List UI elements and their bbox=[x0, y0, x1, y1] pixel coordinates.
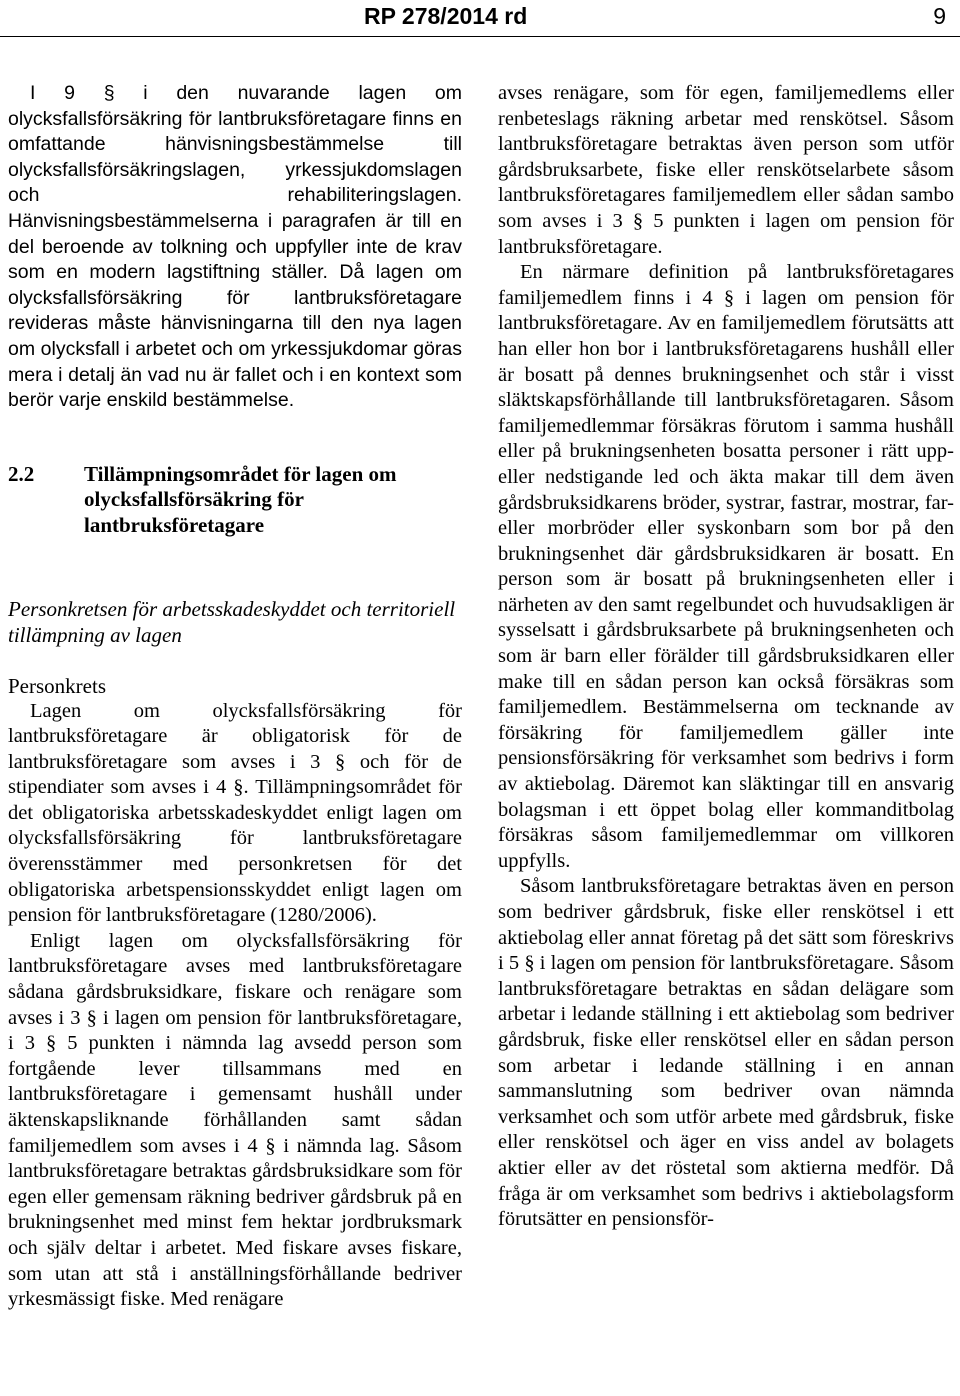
left-column bbox=[8, 81, 462, 1313]
section-number: 2.2 bbox=[8, 461, 35, 486]
subheading-italic: Personkretsen för arbetsskadeskyddet och territoriell tillämpning av lagen bbox=[8, 596, 456, 647]
page-number: 9 bbox=[933, 3, 946, 29]
document-reference: RP 278/2014 rd bbox=[364, 3, 528, 29]
header-rule bbox=[0, 36, 960, 37]
body-paragraph: avses renägare, som för egen, familjemedlems eller renbeteslags räkning arbetar med renskötsel. Såsom lantbruksföretagare betraktas även person som utför gårdsbruksarbete, fiske eller renskötselarbete såsom lantbruksföretagares familjemedlem eller sådan sambo som avses i 3 § 5 punkten i lagen om pension för lantbruksföretagare. bbox=[498, 82, 954, 258]
body-paragraph: Såsom lantbruksföretagare betraktas även en person som bedriver gårdsbruk, fiske eller renskötsel i ett aktiebolag eller annat företag på det sätt som föreskrivs i 5 § i lagen om pension för lantbruksföretagare. Såsom lantbruksföretagare betraktas en sådan delägare som arbetar i ledande ställning i ett aktiebolag som bedriver gårdsbruk, fiske eller renskötsel eller en sådan person som arbetar i ledande ställning i en annan sammanslutning som bedriver ovan nämnda verksamhet och som utför arbete med gårdsbruk, fiske eller renskötsel och äger en viss andel av bolagets aktier eller av det röstetal som aktierna medför. Då fråga är om verksamhet som bedrivs i aktiebolagsform förutsätter en pensionsför- bbox=[498, 875, 954, 1231]
right-column bbox=[498, 81, 954, 1233]
section-heading bbox=[8, 462, 462, 539]
body-paragraph: Lagen om olycksfallsförsäkring för lantbruksföretagare är obligatorisk för de lantbruksföretagare som avses i 3 § och för de stipendiater som avses i 4 §. Tillämpningsområdet för det obligatoriska arbetsskadeskyddet enligt lagen om olycksfallsförsäkring för lantbruksföretagare överensstämmer med personkretsen för det obligatoriska arbetspensionsskyddet enligt lagen om pension för lantbruksföretagare (1280/2006). bbox=[8, 699, 462, 927]
subheading-plain: Personkrets bbox=[8, 673, 106, 698]
body-paragraph: Enligt lagen om olycksfallsförsäkring för lantbruksföretagare avses med lantbruksföretagare sådana gårdsbruksidkare, fiskare och renägare som avses i 3 § i lagen om pension för lantbruksföretagare, i 3 § 5 punkten i nämnda lag avsedd person som fortgående lever tillsammans med en lantbruksföretagare i gemensamt hushåll under äktenskapsliknande förhållanden samt sådan familjemedlem som avses i 4 § i nämnda lag. Såsom lantbruksföretagare betraktas gårdsbruksidkare som för egen eller gemensam räkning bedriver gårdsbruk på en brukningsenhet med minst fem hektar jordbruksmark och själv deltar i arbetet. Med fiskare avses fiskare, som utan att stå i anställningsförhållande bedriver yrkesmässigt fiske. Med renägare bbox=[8, 929, 462, 1311]
body-paragraph: En närmare definition på lantbruksföretagares familjemedlem finns i 4 § i lagen om pension för lantbruksföretagare. Av en familjemedlem förutsätts att han eller hon bor i lantbruksföretagarens hushåll eller är bosatt på dennes brukningsenhet och står i visst släktskapsförhållande till lantbruksföretagaren. Såsom familjemedlemmar försäkras förutom i samma hushåll eller på brukningsenheten bosatta personer i rätt upp- eller nedstigande led och äkta makar till dem även gårdsbruksidkarens bröder, systrar, fastrar, mostrar, far- eller morbröder eller syskonbarn som bor på den brukningsenhet där gårdsbruksidkaren är bosatt. En person som är bosatt på brukningsenheten eller i närheten av den samt regelbundet och huvudsakligen är sysselsatt i gårdsbruksarbete på brukningsenheten och som är barn eller förälder till gårdsbruksidkaren eller make till en sådan person kan också försäkras som familjemedlem. Bestämmelserna om tecknande av försäkring för familjemedlem gäller inte pensionsförsäkring för verksamhet som bedrivs i form av aktiebolag. Däremot kan släktingar till en ansvarig bolagsman i ett öppet bolag eller kommanditbolag försäkras såsom familjemedlemmar om villkoren uppfylls. bbox=[498, 261, 954, 872]
body-paragraph: I 9 § i den nuvarande lagen om olycksfallsförsäkring för lantbruksföretagare finns en omfattande hänvisningsbestämmelse till olycksfallsförsäkringslagen, yrkessjukdomslagen och rehabiliteringslagen. Hänvisningsbestämmelserna i paragrafen är till en del beroende av tolkning och uppfyller inte de krav som en modern lagstiftning ställer. Då lagen om olycksfallsförsäkring för lantbruksföretagare revideras måste hänvisningarna till den nya lagen om olycksfall i arbetet och om yrkessjukdomar göras mera i detalj än vad nu är fallet och i en kontext som berör varje enskild bestämmelse. bbox=[8, 82, 462, 412]
section-title: Tillämpningsområdet för lagen om olycksfallsförsäkring för lantbruksföretagare bbox=[84, 461, 397, 537]
